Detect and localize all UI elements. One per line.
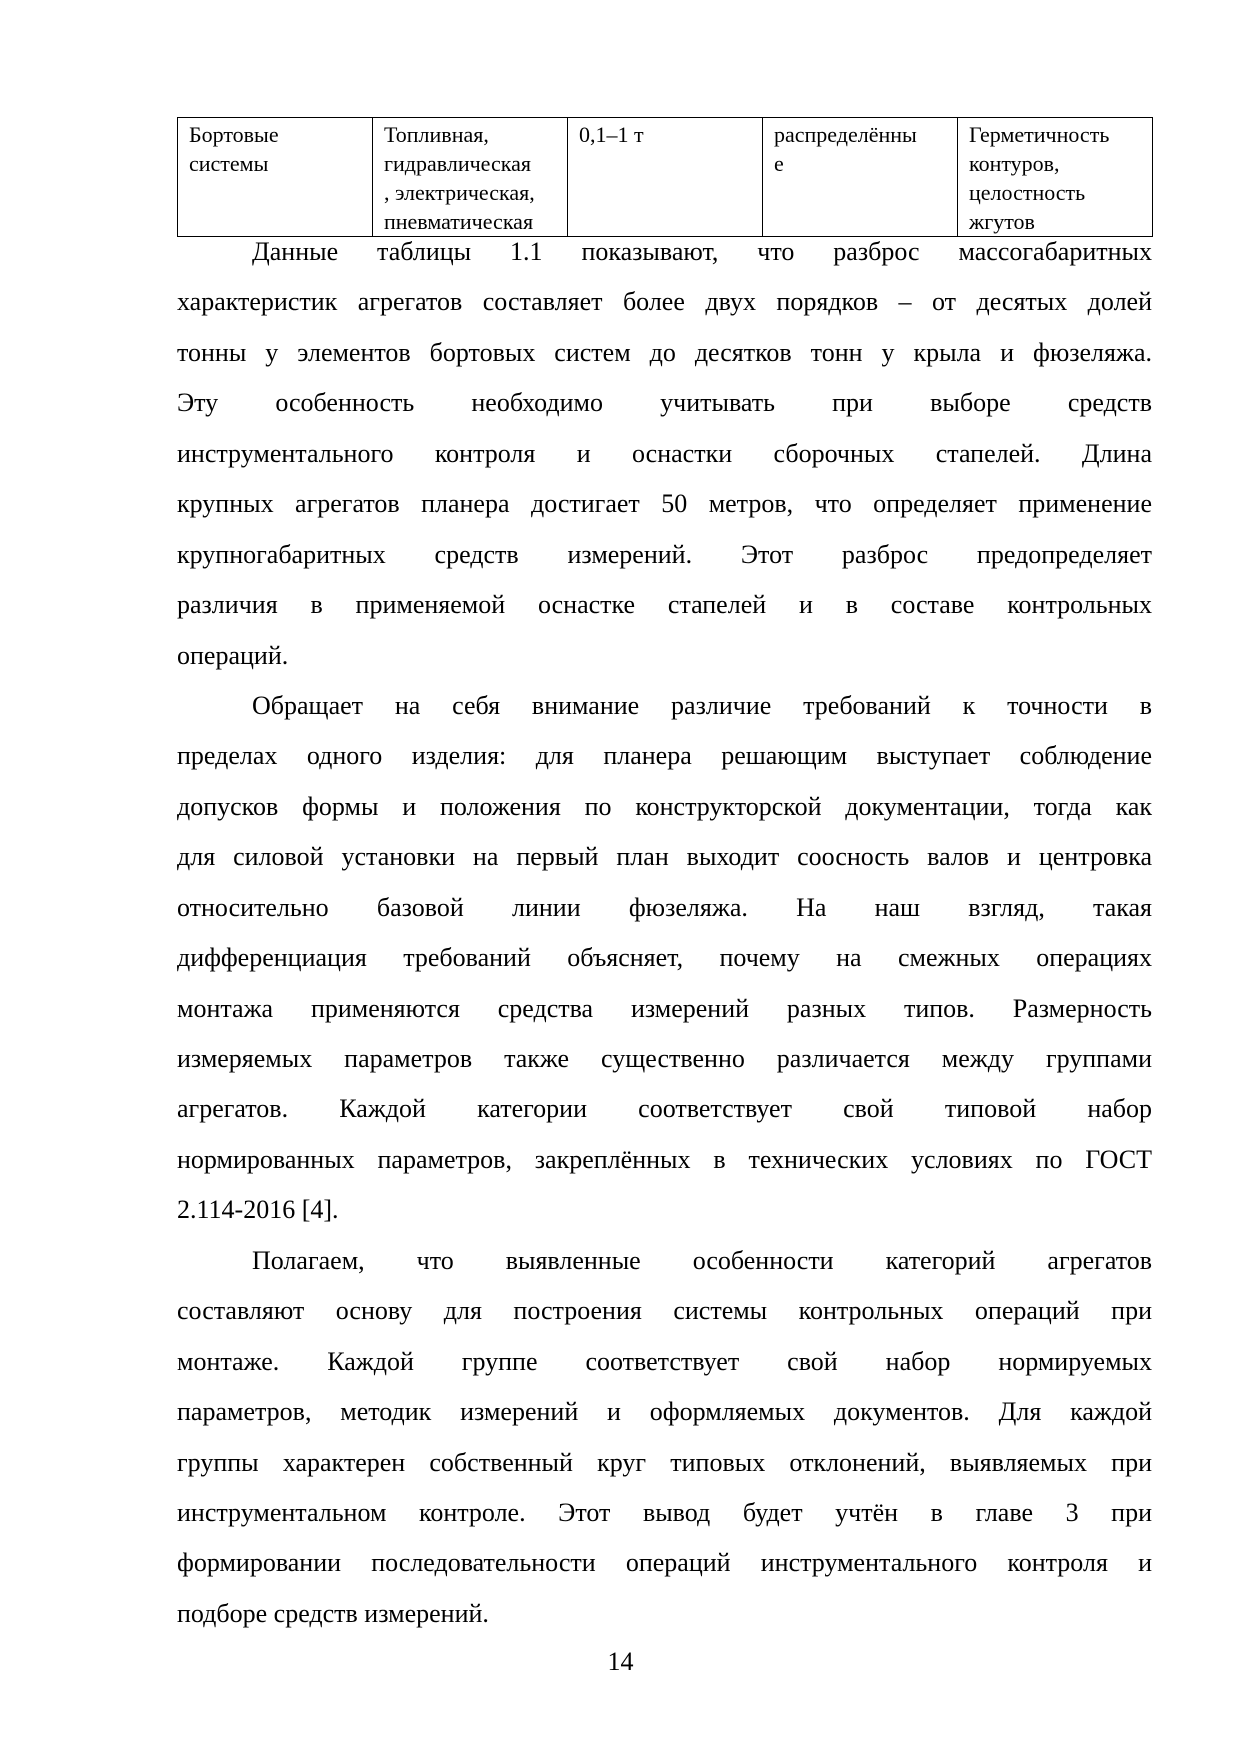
aggregates-table-fragment (177, 117, 1153, 237)
paragraph-conclusion: Полагаем, что выявленные особенности категорий агрегатов составляют основу для построения системы контрольных операций при монтаже. Каждой группе соответствует свой набор нормируемых параметров, методик измерений и оформляемых документов. Для каждой группы характерен собственный круг типовых отклонений, выявляемых при инструментальном контроле. Этот вывод будет учтён в главе 3 при формировании последовательности операций инструментального контроля и подборе средств измерений. (177, 1245, 1152, 1628)
table-row (178, 118, 1153, 237)
table-cell-composition: Топливная, гидравлическая , электрическая, пневматическая (373, 118, 568, 237)
paragraph-table-analysis: Данные таблицы 1.1 показывают, что разброс массогабаритных характеристик агрегатов составляет более двух порядков – от десятых долей тонны у элементов бортовых систем до десятков тонн у крыла и фюзеляжа. Эту особенность необходимо учитывать при выборе средств инструментального контроля и оснастки сборочных стапелей. Длина крупных агрегатов планера достигает 50 метров, что определяет применение крупногабаритных средств измерений. Этот разброс предопределяет различия в применяемой оснастке стапелей и в составе контрольных операций. (177, 237, 1152, 670)
body-text (177, 232, 1152, 1644)
table-cell-aggregate: Бортовые системы (178, 118, 373, 237)
table-cell-mass: 0,1–1 т (568, 118, 763, 237)
page-number: 14 (607, 1647, 634, 1676)
paragraph-accuracy-requirements: Обращает на себя внимание различие требований к точности в пределах одного изделия: для планера решающим выступает соблюдение допусков формы и положения по конструкторской документации, тогда как для силовой установки на первый план выходит соосность валов и центровка относительно базовой линии фюзеляжа. На наш взгляд, такая дифференциация требований объясняет, почему на смежных операциях монтажа применяются средства измерений разных типов. Размерность измеряемых параметров также существенно различается между группами агрегатов. Каждой категории соответствует свой типовой набор нормированных параметров, закреплённых в технических условиях по ГОСТ 2.114-2016 [4]. (177, 690, 1152, 1225)
table-cell-controlled-params: Герметичность контуров, целостность жгутов (958, 118, 1153, 237)
table-cell-type: распределённы е (763, 118, 958, 237)
